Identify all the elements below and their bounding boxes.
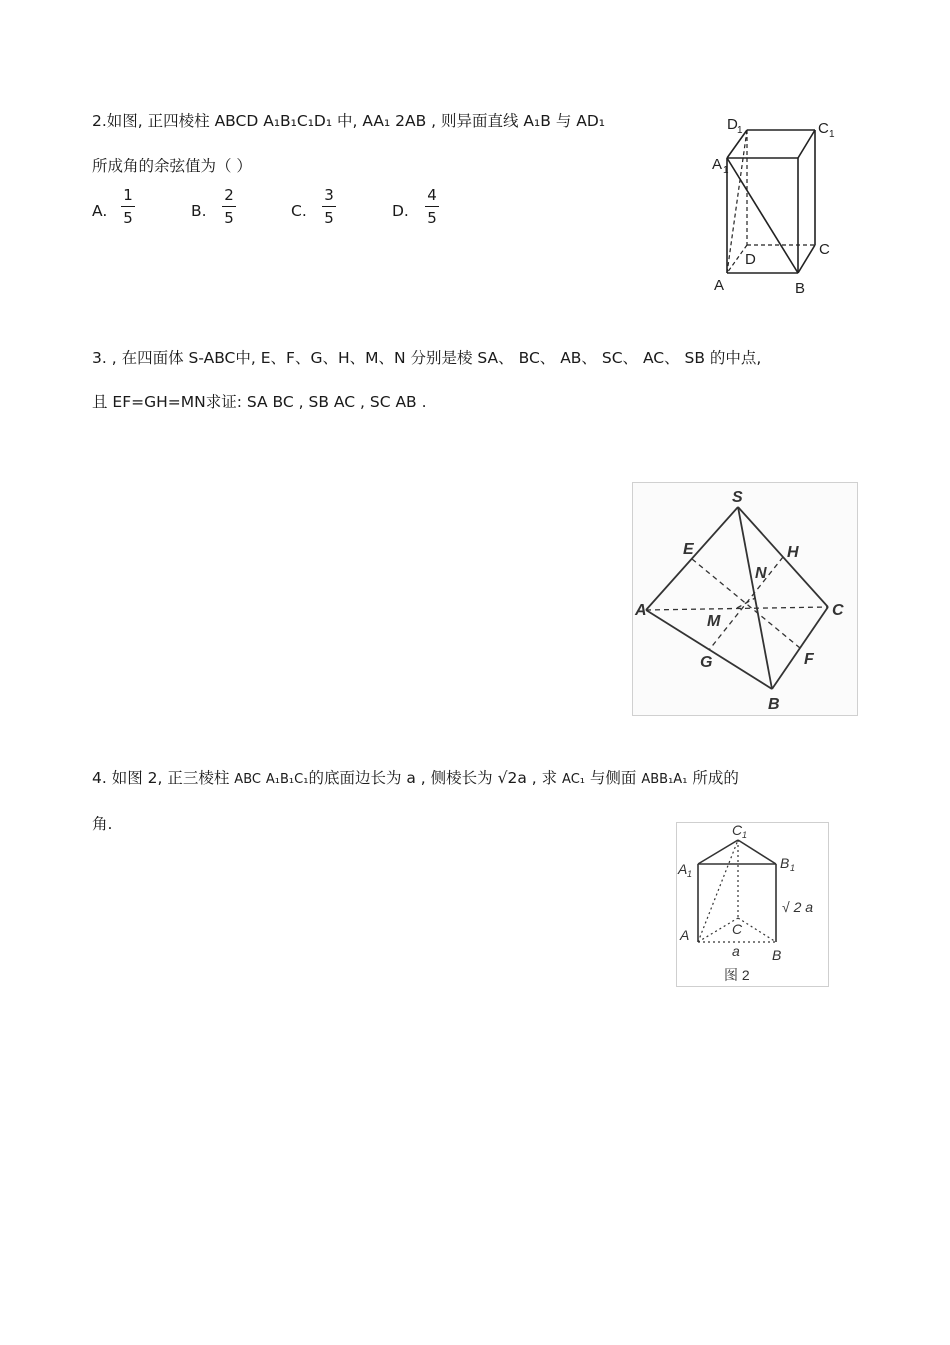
svg-text:1: 1 xyxy=(829,129,835,140)
q2-prism-figure xyxy=(705,110,845,300)
label-b: B xyxy=(772,947,782,963)
label-g: G xyxy=(700,654,713,671)
q4-text: 4. 如图 2, 正三棱柱 xyxy=(92,769,235,787)
q4-stem-line1: 4. 如图 2, 正三棱柱 ABC A₁B₁C₁的底面边长为 a , 侧棱长为 √2a , 求 AC₁ 与侧面 ABB₁A₁ 所成的 xyxy=(92,769,739,787)
label-c1: C xyxy=(818,120,829,137)
figure-caption: 图 2 xyxy=(724,967,750,983)
option-label: A. xyxy=(92,202,108,220)
svg-text:1: 1 xyxy=(742,830,748,840)
label-a: A xyxy=(714,277,725,294)
label-c: C xyxy=(732,921,743,937)
label-d1: D xyxy=(727,116,738,133)
option-label: D. xyxy=(392,202,409,220)
label-d: D xyxy=(745,251,756,268)
label-a: A xyxy=(635,602,647,619)
q4-sqrt2a: √2a xyxy=(497,769,527,787)
q3-stem-line1: 3. , 在四面体 S-ABC中, E、F、G、H、M、N 分别是棱 SA、 BC、 AB、 SC、 AC、 SB 的中点, xyxy=(92,349,762,367)
label-h: H xyxy=(787,544,799,561)
option-label: C. xyxy=(291,202,307,220)
option-label: B. xyxy=(191,202,207,220)
label-a: A xyxy=(680,927,690,943)
svg-text:1: 1 xyxy=(790,863,796,873)
label-f: F xyxy=(804,651,814,668)
option-fraction: 1 5 xyxy=(120,186,136,227)
q4-a1b1c1: A₁B₁C₁ xyxy=(265,772,309,787)
q3-tetrahedron-figure xyxy=(632,482,859,717)
label-n: N xyxy=(755,565,767,582)
option-fraction: 4 5 xyxy=(424,186,440,227)
svg-text:1: 1 xyxy=(687,869,693,879)
label-edge-a: a xyxy=(732,943,740,959)
label-sqrt2a: √ 2 a xyxy=(782,899,814,915)
q4-abb1a1: ABB₁A₁ xyxy=(641,772,688,787)
svg-text:1: 1 xyxy=(723,165,729,176)
label-s: S xyxy=(732,489,743,506)
q4-stem-line2: 角. xyxy=(92,815,113,833)
q4-prism-figure xyxy=(676,822,830,988)
svg-text:1: 1 xyxy=(737,125,743,136)
label-c: C xyxy=(832,602,844,619)
q4-ac1: AC₁ xyxy=(562,772,585,787)
option-fraction: 2 5 xyxy=(221,186,237,227)
q2-stem-line2: 所成角的余弦值为（ ） xyxy=(92,157,252,175)
option-fraction: 3 5 xyxy=(321,186,337,227)
label-b: B xyxy=(795,280,806,297)
q4-abc: ABC xyxy=(234,772,261,787)
label-a1: A xyxy=(712,156,723,173)
label-b: B xyxy=(768,696,780,713)
label-b1: B xyxy=(780,855,790,871)
label-c: C xyxy=(819,241,830,258)
label-c1: C xyxy=(732,822,743,838)
label-a1: A xyxy=(678,861,688,877)
label-m: M xyxy=(707,613,721,630)
q3-stem-line2: 且 EF=GH=MN求证: SA BC , SB AC , SC AB . xyxy=(92,393,427,411)
label-e: E xyxy=(683,541,694,558)
q2-stem-line1: 2.如图, 正四棱柱 ABCD A₁B₁C₁D₁ 中, AA₁ 2AB , 则异面直线 A₁B 与 AD₁ xyxy=(92,112,605,130)
